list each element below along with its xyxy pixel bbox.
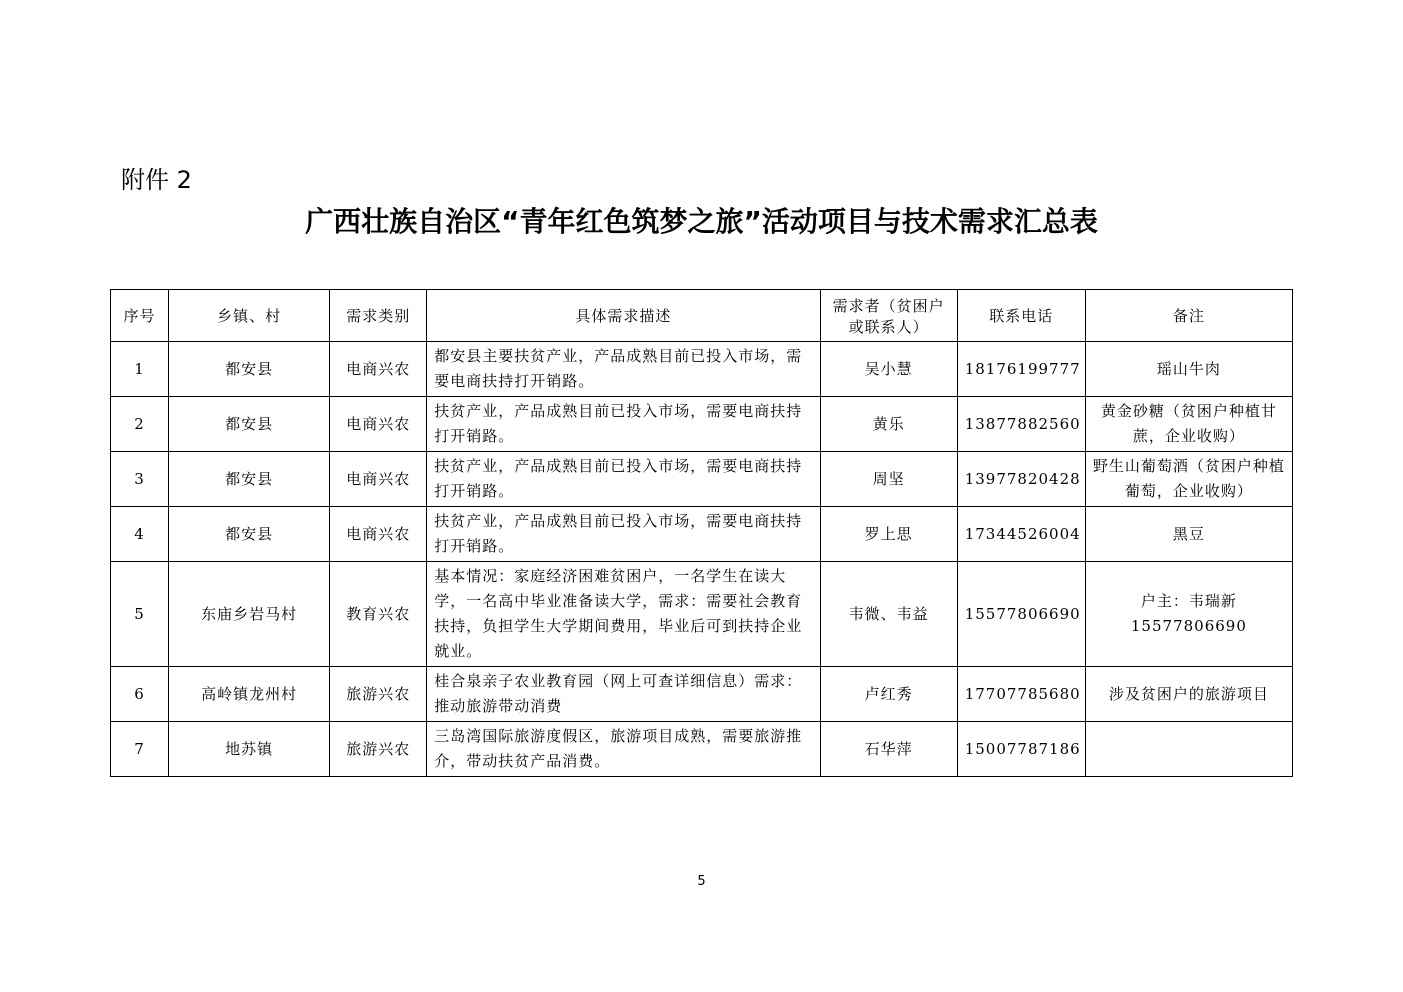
cell-no: 7 bbox=[111, 722, 169, 777]
cell-category: 电商兴农 bbox=[330, 397, 427, 452]
cell-note: 瑶山牛肉 bbox=[1085, 342, 1292, 397]
cell-town: 高岭镇龙州村 bbox=[169, 667, 330, 722]
table-row bbox=[111, 667, 1293, 722]
col-header-category: 需求类别 bbox=[330, 290, 427, 342]
cell-phone: 15577806690 bbox=[957, 562, 1085, 667]
cell-note: 涉及贫困户的旅游项目 bbox=[1085, 667, 1292, 722]
col-header-contact: 需求者（贫困户或联系人） bbox=[820, 290, 957, 342]
cell-no: 6 bbox=[111, 667, 169, 722]
cell-contact: 罗上思 bbox=[820, 507, 957, 562]
table-row bbox=[111, 562, 1293, 667]
cell-contact: 吴小慧 bbox=[820, 342, 957, 397]
cell-phone: 13877882560 bbox=[957, 397, 1085, 452]
table-row bbox=[111, 507, 1293, 562]
cell-phone: 13977820428 bbox=[957, 452, 1085, 507]
cell-phone: 17707785680 bbox=[957, 667, 1085, 722]
cell-note: 黑豆 bbox=[1085, 507, 1292, 562]
cell-phone: 15007787186 bbox=[957, 722, 1085, 777]
cell-phone: 17344526004 bbox=[957, 507, 1085, 562]
cell-note: 黄金砂糖（贫困户种植甘蔗，企业收购） bbox=[1085, 397, 1292, 452]
page-number: 5 bbox=[697, 874, 706, 889]
col-header-no: 序号 bbox=[111, 290, 169, 342]
cell-desc: 三岛湾国际旅游度假区，旅游项目成熟，需要旅游推介，带动扶贫产品消费。 bbox=[427, 722, 820, 777]
cell-desc: 扶贫产业，产品成熟目前已投入市场，需要电商扶持打开销路。 bbox=[427, 397, 820, 452]
cell-town: 地苏镇 bbox=[169, 722, 330, 777]
cell-desc: 桂合泉亲子农业教育园（网上可查详细信息）需求：推动旅游带动消费 bbox=[427, 667, 820, 722]
requirements-table bbox=[110, 289, 1293, 777]
table-row bbox=[111, 397, 1293, 452]
cell-desc: 扶贫产业，产品成熟目前已投入市场，需要电商扶持打开销路。 bbox=[427, 507, 820, 562]
cell-no: 2 bbox=[111, 397, 169, 452]
cell-phone: 18176199777 bbox=[957, 342, 1085, 397]
table-row bbox=[111, 722, 1293, 777]
cell-desc: 都安县主要扶贫产业，产品成熟目前已投入市场，需要电商扶持打开销路。 bbox=[427, 342, 820, 397]
cell-category: 教育兴农 bbox=[330, 562, 427, 667]
cell-desc: 基本情况：家庭经济困难贫困户，一名学生在读大学，一名高中毕业准备读大学，需求：需要社会教育扶持，负担学生大学期间费用，毕业后可到扶持企业就业。 bbox=[427, 562, 820, 667]
col-header-town: 乡镇、村 bbox=[169, 290, 330, 342]
cell-contact: 周坚 bbox=[820, 452, 957, 507]
cell-desc: 扶贫产业，产品成熟目前已投入市场，需要电商扶持打开销路。 bbox=[427, 452, 820, 507]
cell-contact: 黄乐 bbox=[820, 397, 957, 452]
cell-contact: 卢红秀 bbox=[820, 667, 957, 722]
cell-town: 都安县 bbox=[169, 507, 330, 562]
cell-contact: 韦微、韦益 bbox=[820, 562, 957, 667]
table-header-row bbox=[111, 290, 1293, 342]
col-header-desc: 具体需求描述 bbox=[427, 290, 820, 342]
cell-town: 都安县 bbox=[169, 397, 330, 452]
cell-category: 电商兴农 bbox=[330, 452, 427, 507]
cell-no: 3 bbox=[111, 452, 169, 507]
cell-no: 1 bbox=[111, 342, 169, 397]
table-row bbox=[111, 342, 1293, 397]
cell-town: 都安县 bbox=[169, 452, 330, 507]
attachment-label: 附件 2 bbox=[121, 166, 192, 194]
col-header-phone: 联系电话 bbox=[957, 290, 1085, 342]
cell-no: 4 bbox=[111, 507, 169, 562]
table-row bbox=[111, 452, 1293, 507]
cell-category: 电商兴农 bbox=[330, 342, 427, 397]
cell-note: 野生山葡萄酒（贫困户种植葡萄，企业收购） bbox=[1085, 452, 1292, 507]
cell-category: 旅游兴农 bbox=[330, 722, 427, 777]
document-title: 广西壮族自治区“青年红色筑梦之旅”活动项目与技术需求汇总表 bbox=[305, 205, 1098, 238]
cell-no: 5 bbox=[111, 562, 169, 667]
col-header-note: 备注 bbox=[1085, 290, 1292, 342]
cell-note bbox=[1085, 722, 1292, 777]
cell-contact: 石华萍 bbox=[820, 722, 957, 777]
cell-town: 都安县 bbox=[169, 342, 330, 397]
cell-category: 旅游兴农 bbox=[330, 667, 427, 722]
cell-town: 东庙乡岩马村 bbox=[169, 562, 330, 667]
cell-category: 电商兴农 bbox=[330, 507, 427, 562]
cell-note: 户主：韦瑞新 15577806690 bbox=[1085, 562, 1292, 667]
